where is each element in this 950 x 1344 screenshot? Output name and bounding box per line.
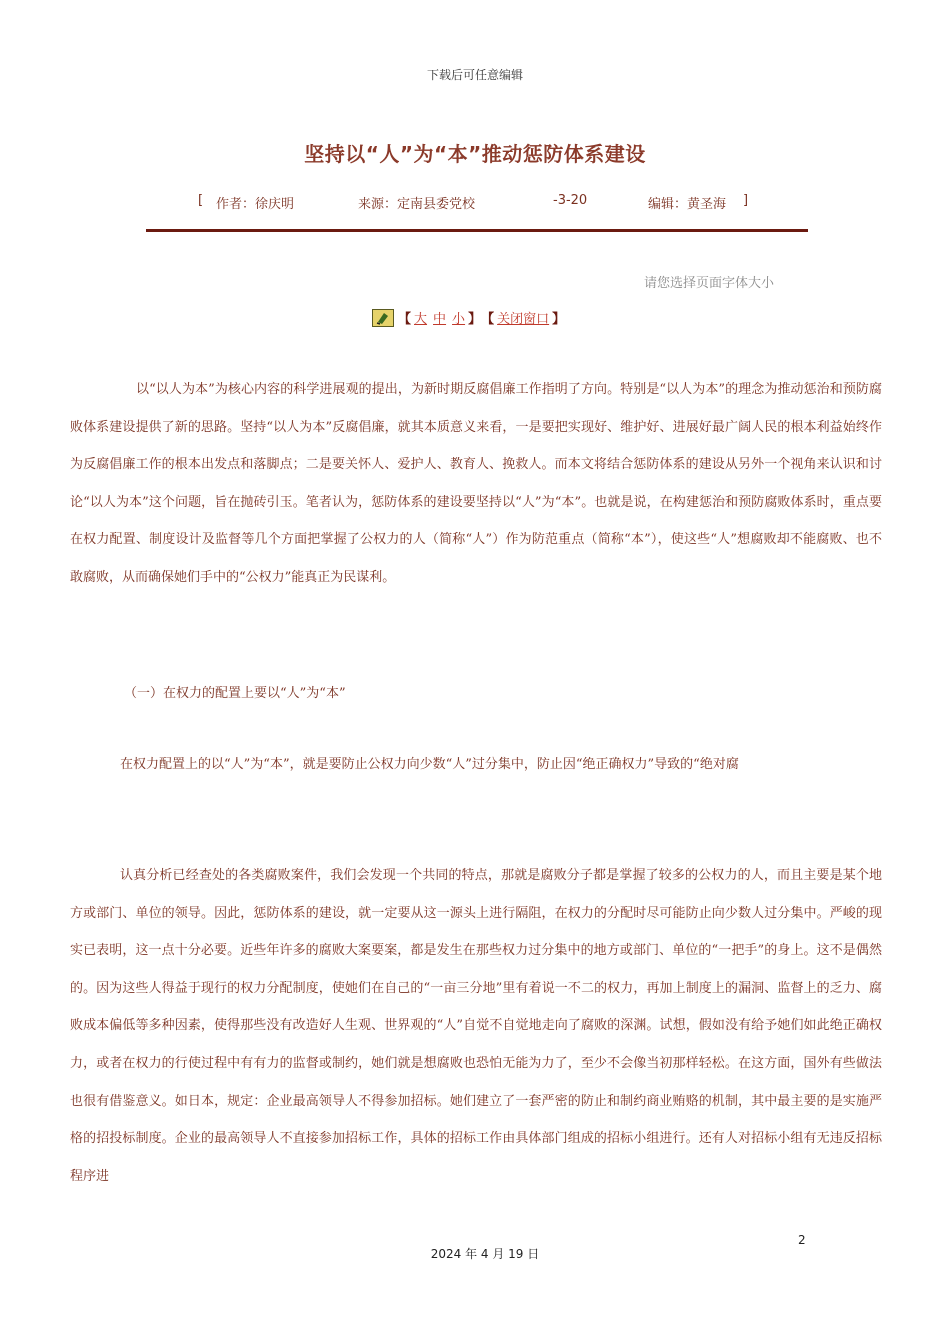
meta-date: -3-20 [553,193,588,208]
font-small-link[interactable]: 小 [452,312,466,327]
meta-source: 来源：定南县委党校 [358,197,476,212]
article-title: 坚持以“人”为“本”推动惩防体系建设 [304,142,646,166]
close-window-link[interactable]: 关闭窗口 [497,312,550,327]
bracket-close: 】 [468,312,482,327]
meta-editor: 编辑：黄圣海 [648,197,727,212]
footer-date: 2024 年 4 月 19 日 [430,1247,540,1261]
font-size-controls [372,308,565,327]
meta-close-bracket: ] [743,193,749,208]
bracket-open: 【 [398,312,412,327]
font-size-hint: 请您选择页面字体大小 [644,276,775,291]
bracket-open-2: 【 [481,312,495,327]
body-paragraph-2: 在权力配置上的以“人”为“本”，就是要防止公权力向少数“人”过分集中，防止因“绝正确权力”导致的“绝对腐 [120,757,739,772]
print-icon[interactable] [372,309,394,327]
body-paragraph-3: 认真分析已经查处的各类腐败案件，我们会发现一个共同的特点，那就是腐败分子都是掌握了较多的公权力的人，而且主要是某个地方或部门、单位的领导。因此，惩防体系的建设，就一定要从这一源头上进行隔阻，在权力的分配时尽可能防止向少数人过分集中。严峻的现实已表明，这一点十分必要。近些年许多的腐败大案要案，都是发生在那些权力过分集中的地方或部门、单位的“一把手”的身上。这不是偶然的。因为这些人得益于现行的权力分配制度，使她们在自己的“一亩三分地”里有着说一不二的权力，再加上制度上的漏洞、监督上的乏力、腐败成本偏低等多种因素，使得那些没有改造好人生观、世界观的“人”自觉不自觉地走向了腐败的深渊。试想，假如没有给予她们如此绝正确权力，或者在权力的行使过程中有有力的监督或制约，她们就是想腐败也恐怕无能为力了，至少不会像当初那样轻松。在这方面，国外有些做法也很有借鉴意义。如日本，规定：企业最高领导人不得参加招标。她们建立了一套严密的防止和制约商业贿赂的机制，其中最主要的是实施严格的招投标制度。企业的最高领导人不直接参加招标工作，具体的招标工作由具体部门组成的招标小组进行。还有人对招标小组有无违反招标程序进 [70,868,882,1184]
font-large-link[interactable]: 大 [414,312,428,327]
page-number: 2 [798,1233,806,1247]
body-paragraph-1: 以“以人为本”为核心内容的科学进展观的提出，为新时期反腐倡廉工作指明了方向。特别是“以人为本”的理念为推动惩治和预防腐败体系建设提供了新的思路。坚持“以人为本”反腐倡廉，就其本质意义来看，一是要把实现好、维护好、进展好最广阔人民的根本利益始终作为反腐倡廉工作的根本出发点和落脚点；二是要关怀人、爱护人、教育人、挽救人。而本文将结合惩防体系的建设从另外一个视角来认识和讨论“以人为本”这个问题，旨在抛砖引玉。笔者认为，惩防体系的建设要坚持以“人”为“本”。也就是说，在构建惩治和预防腐败体系时，重点要在权力配置、制度设计及监督等几个方面把掌握了公权力的人（简称“人”）作为防范重点（简称“本”），使这些“人”想腐败却不能腐败、也不敢腐败，从而确保她们手中的“公权力”能真正为民谋利。 [70,382,882,585]
bracket-close-2: 】 [552,312,566,327]
header-note: 下载后可任意编辑 [426,68,523,82]
meta-open-bracket: [ [198,193,204,208]
title-divider [146,229,808,232]
font-medium-link[interactable]: 中 [433,312,447,327]
meta-author: 作者：徐庆明 [216,197,295,212]
section-heading: （一）在权力的配置上要以“人”为“本” [124,686,346,701]
